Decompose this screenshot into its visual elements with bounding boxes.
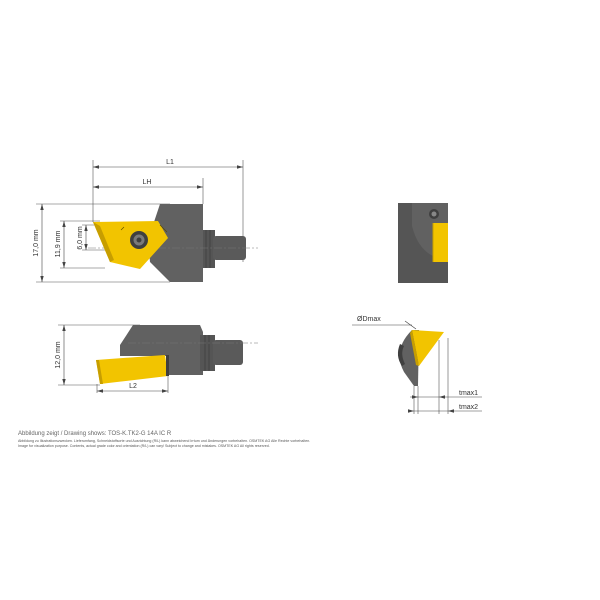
height-mid-label: 11,9 mm (55, 230, 62, 258)
dimension-tmax1 (410, 390, 482, 399)
dimension-tmax2 (408, 404, 482, 413)
end-view (398, 203, 448, 283)
dimension-l1 (93, 159, 243, 169)
l2-label: L2 (129, 383, 137, 390)
caption-disclaimer-en: Image for visualization purpose. Contents, actual grade color and orientation (R/L) can vary! Subject to change and mistakes. OSMTEK AG All rights reserved. (18, 444, 270, 448)
l1-label: L1 (166, 159, 174, 166)
top-view (33, 159, 258, 282)
tmax2-label: tmax2 (459, 404, 479, 411)
detail-view (352, 316, 482, 414)
height-small-label: 6,0 mm (77, 226, 84, 250)
dimension-l2 (97, 383, 168, 393)
insert-end (433, 223, 448, 262)
tmax1-label: tmax1 (459, 390, 479, 397)
dimension-height-side (55, 325, 66, 385)
height-side-label: 12,0 mm (55, 341, 62, 369)
odmax-label: ØDmax (357, 316, 381, 323)
dimension-height-small (77, 225, 88, 250)
height-total-label: 17,0 mm (33, 229, 40, 257)
insert-side (96, 355, 168, 384)
dimension-odmax (352, 316, 416, 329)
dimension-height-mid (55, 221, 66, 268)
dimension-height-total (33, 204, 44, 282)
lh-label: LH (142, 179, 152, 186)
caption-disclaimer-de: Abbildung zu Illustrationszwecken. Lieferumfang, Schneidstoffsorte und Ausrichtung (R/L) kann abweichend Irrtum und Änderungen vorbehalten. OSMTEK AG Alle Rechte vorbehalten. (18, 439, 311, 443)
dimension-lh (93, 179, 203, 189)
caption-drawing-shows: Abbildung zeigt / Drawing shows: TOS-K.TK2-G 14A IC R (18, 431, 172, 437)
shank-cylinder-side (213, 340, 243, 365)
side-view (55, 325, 258, 393)
shank-side (200, 335, 215, 371)
